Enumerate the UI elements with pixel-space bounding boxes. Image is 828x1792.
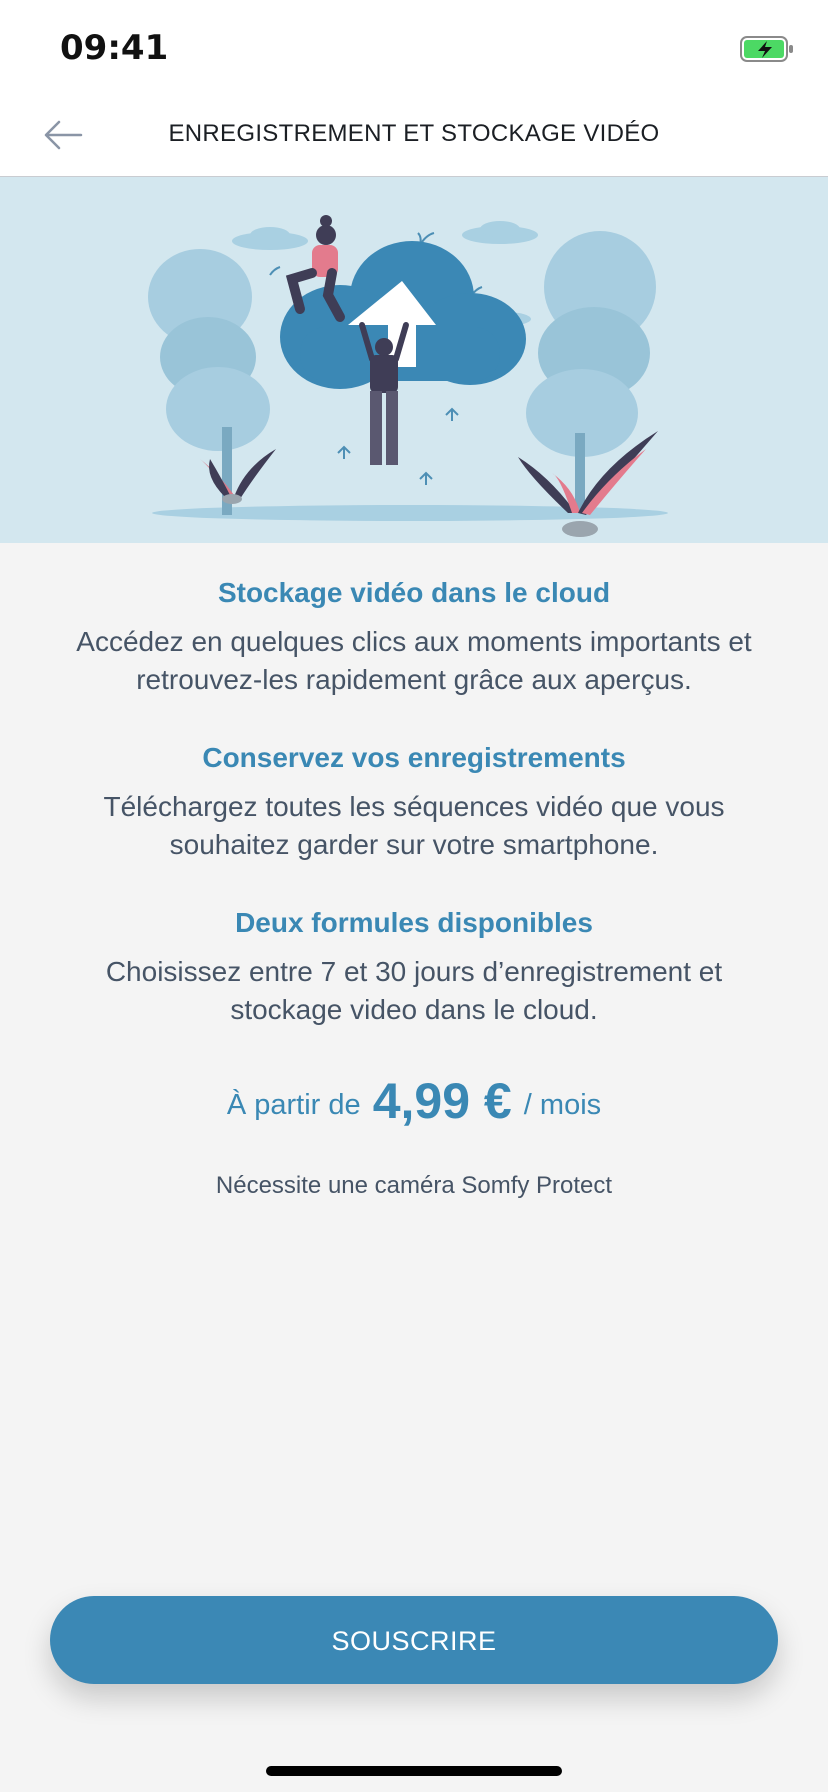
- feature-section: [0, 742, 828, 864]
- feature-description-line: retrouvez-les rapidement grâce aux aperçus.: [136, 664, 692, 695]
- subscribe-button[interactable]: SOUSCRIRE: [50, 1596, 778, 1684]
- feature-description-line: stockage video dans le cloud.: [230, 994, 598, 1025]
- feature-section: [0, 907, 828, 1029]
- feature-description-line: Choisissez entre 7 et 30 jours d’enregistrement et: [105, 956, 723, 987]
- price-suffix: / mois: [523, 1089, 602, 1121]
- feature-section: [0, 577, 828, 699]
- feature-title: Stockage vidéo dans le cloud: [217, 577, 611, 608]
- home-indicator: [266, 1766, 562, 1776]
- cloud-storage-illustration: [0, 177, 828, 543]
- status-bar: [0, 0, 828, 96]
- feature-title: Deux formules disponibles: [235, 907, 593, 938]
- feature-title: Conservez vos enregistrements: [202, 742, 626, 773]
- price-info: [0, 1072, 828, 1130]
- feature-description-line: Téléchargez toutes les séquences vidéo que vous: [103, 791, 725, 822]
- feature-description-line: Accédez en quelques clics aux moments importants et: [76, 626, 752, 657]
- page-title: ENREGISTREMENT ET STOCKAGE VIDÉO: [168, 120, 660, 147]
- price-value: 4,99 €: [372, 1073, 512, 1129]
- feature-description-line: souhaitez garder sur votre smartphone.: [169, 829, 659, 860]
- price-prefix: À partir de: [226, 1089, 361, 1121]
- navigation-bar: [0, 96, 828, 177]
- status-time: 09:41: [60, 28, 169, 68]
- requirement-note: Nécessite une caméra Somfy Protect: [215, 1172, 613, 1199]
- battery-charging-icon: [740, 36, 794, 62]
- cloud-upload-illustration: [0, 177, 828, 543]
